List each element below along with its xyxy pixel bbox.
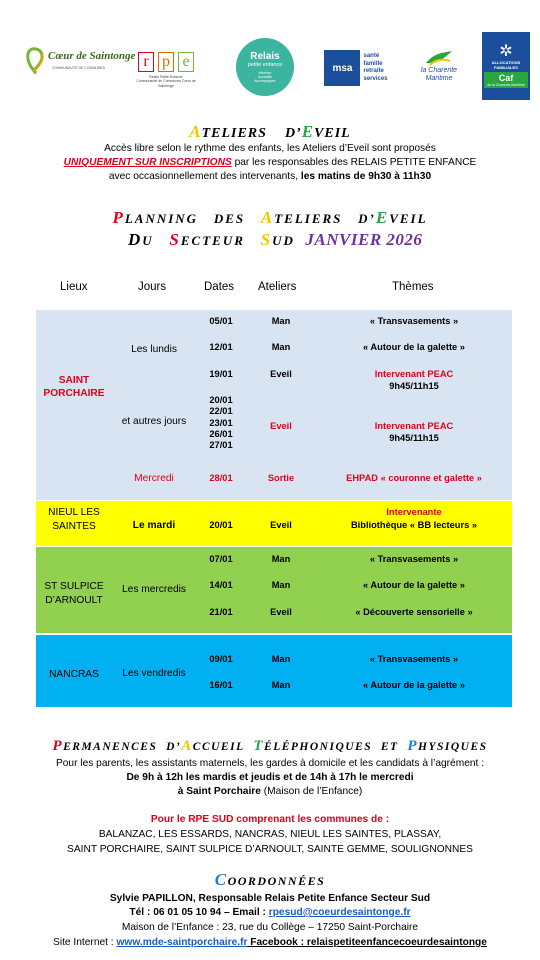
permanences-title xyxy=(0,738,540,755)
permanences-place: à Saint Porchaire xyxy=(177,786,261,797)
rpe-letter-p: p xyxy=(158,52,174,72)
theme-row1: « Transvasements » xyxy=(369,316,459,326)
theme-row2: « Autour de la galette » xyxy=(363,342,465,352)
title-word: TELIERS xyxy=(274,211,343,226)
title-word: U xyxy=(142,233,154,248)
theme-row4: Intervenant PEAC xyxy=(374,421,454,431)
permanences-line2: De 9h à 12h les mardis et jeudis et de 14h à 17h le mercredi xyxy=(126,772,414,783)
permanences-line1: Pour les parents, les assistants maternels, les gardes à domicile et les candidats à l’agrément : xyxy=(55,758,485,769)
theme-row4-time: 9h45/11h15 xyxy=(389,433,439,443)
title-letter: C xyxy=(214,870,228,889)
atelier-row2: Man xyxy=(271,342,291,352)
title-word: UD xyxy=(272,233,295,248)
title-letter: P xyxy=(407,738,419,754)
snowflake-icon: ✲ xyxy=(499,42,513,60)
logo-caf-sub: de la Charente-Maritime xyxy=(487,82,525,87)
title-letter: S xyxy=(169,230,181,249)
facebook-link[interactable]: Facebook : relaispetiteenfancecoeurdesaintonge xyxy=(247,937,487,948)
permanences-line3 xyxy=(0,785,540,798)
coord-tel-label: Tél : 06 01 05 10 94 – Email : xyxy=(129,907,269,918)
date-09-01: 09/01 xyxy=(209,654,233,664)
communes-line2: SAINT PORCHAIRE, SAINT SULPICE D’ARNOULT, SAINTE GEMME, SOULIGNONNES xyxy=(67,844,473,855)
title-word: LANNING xyxy=(124,211,199,226)
permanences-place-detail: (Maison de l’Enfance) xyxy=(260,786,363,797)
title-letter: A xyxy=(189,122,202,141)
theme-sulpice-2: « Autour de la galette » xyxy=(363,580,465,590)
date-07-01: 07/01 xyxy=(209,554,233,564)
logo-charente-text: la Charente Maritime xyxy=(420,67,458,82)
date-nieul: 20/01 xyxy=(209,520,233,530)
atelier-row4: Eveil xyxy=(270,421,292,431)
header-dates: Dates xyxy=(204,281,235,293)
logo-coeur-sub: COMMUNAUTÉ DE COMMUNES xyxy=(52,66,106,70)
header-ateliers: Ateliers xyxy=(258,281,297,293)
header-lieux: Lieux xyxy=(60,281,88,293)
lieu-saint-porchaire: SAINT PORCHAIRE xyxy=(43,375,105,399)
atelier-nancras-2: Man xyxy=(271,680,291,690)
theme-row5: EHPAD « couronne et galette » xyxy=(346,473,482,483)
title-letter: S xyxy=(260,230,273,249)
coord-name: Sylvie PAPILLON, Responsable Relais Petite Enfance Secteur Sud xyxy=(109,893,431,904)
date-19-01: 19/01 xyxy=(209,369,233,379)
atelier-sulpice-3: Eveil xyxy=(270,607,292,617)
logo-caf xyxy=(482,32,530,100)
communes-line1: BALANZAC, LES ESSARDS, NANCRAS, NIEUL LES SAINTES, PLASSAY, xyxy=(98,829,442,840)
atelier-sulpice-2: Man xyxy=(271,580,291,590)
title-word: D’ xyxy=(284,126,302,141)
title-letter: E xyxy=(375,208,390,227)
msa-text-line: retraite xyxy=(363,68,384,74)
theme-sulpice-1: « Transvasements » xyxy=(369,554,459,564)
logo-caf-name: Caf xyxy=(498,72,514,83)
jour-mercredi: Mercredi xyxy=(134,473,174,484)
coord-tel xyxy=(0,906,540,919)
ateliers-line1: Accès libre selon le rythme des enfants, les Ateliers d’Eveil sont proposés xyxy=(104,143,436,154)
coord-address: Maison de l’Enfance : 23, rue du Collège – 17250 Saint-Porchaire xyxy=(121,922,419,933)
title-word: D’ xyxy=(166,741,182,753)
logo-caf-top: ALLOCATIONS FAMILIALES xyxy=(491,59,521,70)
logo-msa-box: msa xyxy=(324,50,360,86)
title-letter: P xyxy=(52,738,64,754)
logo-relais-sub: petite enfance xyxy=(247,61,283,68)
logo-msa xyxy=(318,48,394,88)
jour-lundis: Les lundis xyxy=(131,344,177,355)
logo-charente-maritime xyxy=(414,42,464,90)
date-12-01: 12/01 xyxy=(209,342,233,352)
theme-row3-time: 9h45/11h15 xyxy=(389,381,439,391)
planning-month: JANVIER 2026 xyxy=(305,230,423,249)
theme-nancras-1: « Transvasements » xyxy=(369,654,459,664)
logo-rpe xyxy=(128,50,204,90)
website-link[interactable]: www.mde-saintporchaire.fr xyxy=(116,937,248,948)
title-word: VEIL xyxy=(389,211,428,226)
date-21-01: 21/01 xyxy=(209,607,233,617)
logo-msa-text xyxy=(363,53,387,83)
logo-caf-box xyxy=(484,72,528,89)
title-letter: P xyxy=(112,208,125,227)
date-14-01: 14/01 xyxy=(209,580,233,590)
jour-autres: et autres jours xyxy=(121,416,187,427)
bird-icon xyxy=(424,49,454,67)
title-letter: A xyxy=(260,208,275,227)
title-word: OORDONNÉES xyxy=(227,874,326,888)
lieu-st-sulpice: ST SULPICE D’ARNOULT xyxy=(44,581,104,606)
msa-text-line: services xyxy=(363,75,388,82)
header-themes: Thèmes xyxy=(392,281,434,293)
logo-coeur-de-saintonge xyxy=(22,36,136,86)
coordonnees-title xyxy=(0,870,540,890)
block-saint-porchaire xyxy=(36,310,512,500)
date-28-01: 28/01 xyxy=(209,473,233,483)
rpe-letter-r: r xyxy=(138,52,154,72)
title-word: D’ xyxy=(358,211,376,226)
date-05-01: 05/01 xyxy=(209,316,233,326)
atelier-row1: Man xyxy=(271,316,291,326)
lieu-nancras: NANCRAS xyxy=(49,669,99,680)
logo-relais-tag: Informer Accueillir Accompagner xyxy=(254,70,276,83)
communes-title: Pour le RPE SUD comprenant les communes de : xyxy=(150,814,390,825)
header-jours: Jours xyxy=(138,281,167,293)
theme-nancras-2: « Autour de la galette » xyxy=(363,680,465,690)
title-letter: T xyxy=(253,738,265,754)
atelier-nancras-1: Man xyxy=(271,654,291,664)
ateliers-title xyxy=(0,122,540,142)
title-word: HYSIQUES xyxy=(418,741,488,753)
inscriptions-warning: UNIQUEMENT SUR INSCRIPTIONS xyxy=(63,157,232,168)
date-multi: 20/01 22/01 23/01 26/01 27/01 xyxy=(209,395,233,451)
atelier-nieul: Eveil xyxy=(270,520,292,530)
jour-mercredis: Les mercredis xyxy=(122,584,186,595)
ateliers-line2-rest: par les responsables des RELAIS PETITE ENFANCE xyxy=(231,157,477,168)
coord-site-label: Site Internet : xyxy=(53,937,117,948)
atelier-row5: Sortie xyxy=(267,473,295,483)
title-word: ECTEUR xyxy=(180,233,245,248)
title-word: ÉLÉPHONIQUES xyxy=(264,741,373,753)
rpe-letter-e: e xyxy=(178,52,194,72)
jour-vendredis: Les vendredis xyxy=(122,668,186,679)
theme-sulpice-3: « Découverte sensorielle » xyxy=(355,607,473,617)
lieu-nieul: NIEUL LES SAINTES xyxy=(48,507,100,532)
logo-coeur-text: Cœur de Saintonge xyxy=(48,50,136,62)
theme-nieul-2: Bibliothèque « BB lecteurs » xyxy=(350,520,478,530)
title-word: TELIERS xyxy=(201,126,267,141)
msa-text-line: santé xyxy=(363,53,380,59)
title-word: VEIL xyxy=(314,126,351,141)
theme-row3: Intervenant PEAC xyxy=(374,369,454,379)
msa-text-line: famille xyxy=(363,60,383,67)
logo-relais-petite-enfance xyxy=(236,38,294,96)
ateliers-line3 xyxy=(0,170,540,183)
title-word: ET xyxy=(380,741,399,753)
theme-nieul: Intervenante xyxy=(386,507,442,517)
atelier-row3: Eveil xyxy=(270,369,292,379)
ateliers-line3-b: les matins de 9h30 à 11h30 xyxy=(300,171,432,182)
coord-site xyxy=(0,936,540,949)
atelier-sulpice-1: Man xyxy=(271,554,291,564)
title-letter: D xyxy=(128,230,143,249)
logo-relais-title: Relais xyxy=(250,50,280,62)
title-word: ERMANENCES xyxy=(63,741,158,753)
email-link[interactable]: rpesud@coeurdesaintonge.fr xyxy=(268,907,411,918)
title-letter: A xyxy=(181,738,193,754)
ateliers-line2 xyxy=(0,156,540,169)
title-letter: E xyxy=(301,122,315,141)
planning-subtitle xyxy=(128,230,422,250)
title-word: DES xyxy=(213,211,246,226)
date-16-01: 16/01 xyxy=(209,680,233,690)
ateliers-line3-a: avec occasionnellement des intervenants, xyxy=(108,171,301,182)
planning-title xyxy=(0,208,540,228)
jour-mardi: Le mardi xyxy=(132,520,176,531)
title-word: CCUEIL xyxy=(192,741,245,753)
logo-rpe-sub: Relais Petite Enfance Communauté de Communes Cœur de Saintonge xyxy=(136,74,196,88)
